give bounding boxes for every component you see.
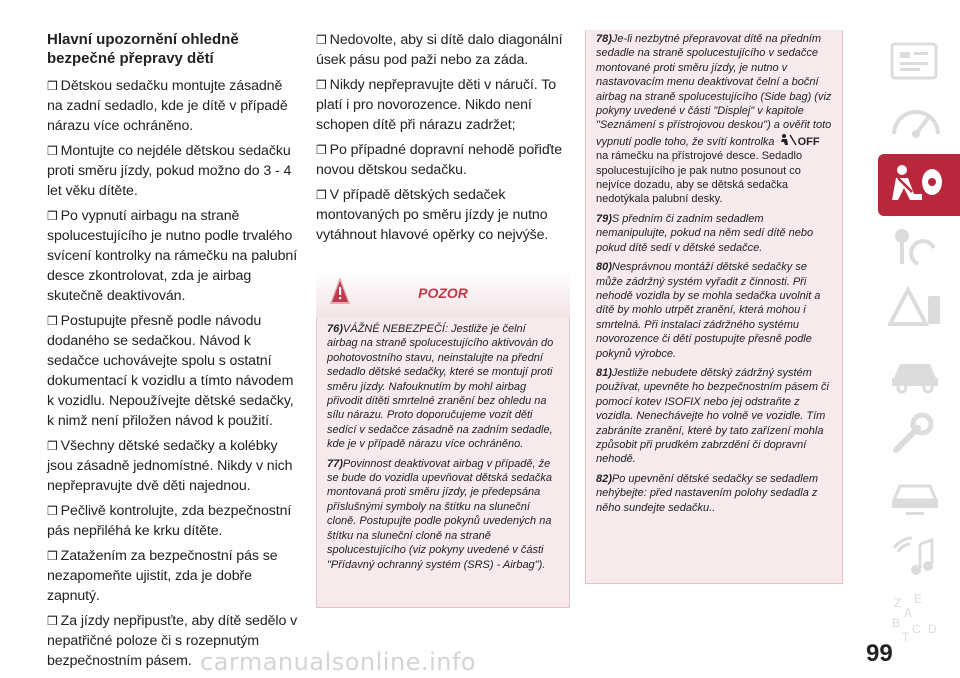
watermark: carmanualsonline.info xyxy=(200,648,477,676)
checkbox-bullet-icon: ❒ xyxy=(316,143,327,157)
note-76: 76)VÁŽNÉ NEBEZPEČÍ: Jestliže je čelní airbag na straně spolucestujícího aktivován do pohotovostního stavu, neinstalujte na přední sedadlo dětské sedačky, které se montují proti směru jízdy. Nafouknutím by mohl airbag přivodit dítěti smrtelné zranění bez ohledu na sílu nárazu. Proto doporučujeme vozit děti sedící v sedačce zásadně na zadním sedadle, kde je v případě nárazu více ochráněno. xyxy=(327,323,554,451)
warning-triangle-icon xyxy=(888,286,944,332)
svg-text:Z: Z xyxy=(894,596,902,610)
warning-title: POZOR xyxy=(418,285,468,301)
bullet-item: ❒ Zatažením za bezpečnostní pás se nezapomeňte ujistit, zda je dobře zapnutý. xyxy=(47,548,278,604)
bullet-item: ❒ Dětskou sedačku montujte zásadně na zadní sedadlo, kde je dítě v případě nárazu více ochráněno. xyxy=(47,78,288,134)
checkbox-bullet-icon: ❒ xyxy=(316,78,327,92)
notes-panel xyxy=(585,30,843,584)
tab-multimedia[interactable] xyxy=(878,526,960,588)
warning-header xyxy=(316,270,570,318)
svg-text:B: B xyxy=(892,616,901,630)
checkbox-bullet-icon: ❒ xyxy=(47,504,58,518)
note-80: 80)Nesprávnou montáží dětské sedačky se může zádržný systém vyřadit z činnosti. Při nehodě vozidla by se mohla sedačka uvolnit a dítě by mohlo utrpět zranění, která mohou i smrtelná. Při instalaci zádržného systému novorozence či dětí postupujte přesně podle pokynů výrobce. xyxy=(596,261,821,360)
warning-body xyxy=(316,318,570,608)
dashboard-gauge-icon xyxy=(888,100,944,146)
bullet-item: ❒ V případě dětských sedaček montovaných po směru jízdy je nutno vytáhnout hlavové opěrky co nejvýše. xyxy=(316,187,549,243)
checkbox-bullet-icon: ❒ xyxy=(316,188,327,202)
bullet-item: ❒ Za jízdy nepřipusťte, aby dítě sedělo v nepatřičné poloze či s rozepnutým bezpečnostním pásem. xyxy=(47,613,298,669)
car-tools-icon xyxy=(888,348,944,394)
tab-technical-data[interactable] xyxy=(878,464,960,526)
section-title: Hlavní upozornění ohledně bezpečné přepravy dětí xyxy=(47,31,239,67)
column-1 xyxy=(47,30,301,676)
svg-text:E: E xyxy=(914,593,923,606)
checkbox-bullet-icon: ❒ xyxy=(47,144,58,158)
bullet-item: ❒ Nedovolte, aby si dítě dalo diagonální úsek pásu pod paži nebo za záda. xyxy=(316,32,563,68)
note-81: 81)Jestliže nebudete dětský zádržný systém používat, upevněte ho bezpečnostním pásem či pomocí kotev ISOFIX nebo jej odstraňte z vozidla. Nenechávejte ho volně ve vozidle. Tím zabráníte zranění, které by tato zařízení mohla způsobit při prudkém zabrzdění či dopravní nehodě. xyxy=(596,366,829,466)
tab-servicing[interactable] xyxy=(878,402,960,464)
bullet-list-1 xyxy=(47,76,301,671)
bullet-list-2 xyxy=(316,30,570,245)
seat-airbag-icon xyxy=(888,160,948,210)
checkbox-bullet-icon: ❒ xyxy=(47,614,58,628)
bullet-item: ❒ Po případné dopravní nehodě pořiďte novou dětskou sedačku. xyxy=(316,142,563,178)
note-77: 77)Povinnost deaktivovat airbag v případě, že se bude do vozidla upevňovat dětská sedačka montovaná proti směru jízdy, je předepsána příslušnými symboly na štítku na sluneční cloně. Postupujte podle pokynů uvedených na štítku na sluneční cloně na straně spolucestujícího (viz pokyny uvedené v části "Přídavný ochranný systém (SRS) - Airbag"). xyxy=(327,457,553,571)
checkbox-bullet-icon: ❒ xyxy=(47,79,58,93)
tab-dashboard[interactable] xyxy=(878,92,960,154)
chapter-tabs xyxy=(878,30,960,650)
multimedia-icon xyxy=(888,534,944,580)
bullet-item: ❒ Všechny dětské sedačky a kolébky jsou zásadně jednomístné. Nikdy v nich nepřepravujte dvě děti najednou. xyxy=(47,438,293,494)
car-info-icon xyxy=(888,38,944,84)
airbag-off-icon xyxy=(778,133,798,147)
svg-text:C: C xyxy=(912,622,921,636)
tab-maintenance[interactable] xyxy=(878,340,960,402)
wrench-car-icon xyxy=(888,410,944,456)
alphabetical-index-icon xyxy=(888,593,948,645)
bullet-item: ❒ Montujte co nejdéle dětskou sedačku proti směru jízdy, pokud možno do 3 - 4 let věku dítěte. xyxy=(47,143,292,199)
bullet-item: ❒ Nikdy nepřepravujte děti v náručí. To platí i pro novorozence. Nikdo není schopen dítě při nárazu zadržet; xyxy=(316,77,556,133)
note-78: 78)Je-li nezbytné přepravovat dítě na předním sedadle na straně spolucestujícího v sedačce montované proti směru jízdy, je nutno v nastavovacím menu deaktivovat čelní a boční airbag na straně spolucestujícího (Side bag) (viz pokyny uvedené v části "Displej" v kapitole "Seznámení s přístrojovou deskou") a ověřit toto vypnutí podle toho, že svítí kontrolka OFF na rámečku na přístrojové desce. Sedadlo spolucestujícího je pak nutno posunout co nejvíce dozadu, aby se dětská sedačka nedotýkala palubní desky. xyxy=(596,33,832,206)
svg-text:T: T xyxy=(902,630,910,644)
column-2 xyxy=(316,30,570,608)
tab-safety[interactable] xyxy=(878,154,960,216)
checkbox-bullet-icon: ❒ xyxy=(47,549,58,563)
checkbox-bullet-icon: ❒ xyxy=(47,439,58,453)
svg-text:A: A xyxy=(904,606,913,620)
checkbox-bullet-icon: ❒ xyxy=(47,209,58,223)
key-ignition-icon xyxy=(888,224,944,270)
tab-vehicle-info[interactable] xyxy=(878,30,960,92)
tab-emergency[interactable] xyxy=(878,278,960,340)
note-82: 82)Po upevnění dětské sedačky se sedadlem nehýbejte: před nastavením polohy sedadla z něho sundejte sedačku.. xyxy=(596,472,818,514)
tab-starting-driving[interactable] xyxy=(878,216,960,278)
page-number: 99 xyxy=(866,640,893,667)
checkbox-bullet-icon: ❒ xyxy=(316,33,327,47)
note-79: 79)S předním či zadním sedadlem nemanipulujte, pokud na něm sedí dítě nebo pokud dítě sedí v dětské sedačce. xyxy=(596,212,814,254)
bullet-item: ❒ Pečlivě kontrolujte, zda bezpečnostní pás nepřiléhá ke krku dítěte. xyxy=(47,503,292,539)
svg-text:D: D xyxy=(928,622,937,636)
bullet-item: ❒ Po vypnutí airbagu na straně spolucestujícího je nutno podle trvalého svícení kontrolky na rámečku na palubní desce zkontrolovat, zda je airbag skutečně deaktivován. xyxy=(47,208,298,304)
column-3 xyxy=(585,30,843,584)
checkbox-bullet-icon: ❒ xyxy=(47,314,58,328)
car-specs-icon xyxy=(888,472,944,518)
bullet-item: ❒ Postupujte přesně podle návodu dodaného se sedačkou. Návod k sedačce uchovávejte spolu s ostatní dokumentací k vozidlu a tímto návodem k vozidlu. Nepoužívejte dětské sedačky, k nimž není přiložen návod k použití. xyxy=(47,313,294,429)
